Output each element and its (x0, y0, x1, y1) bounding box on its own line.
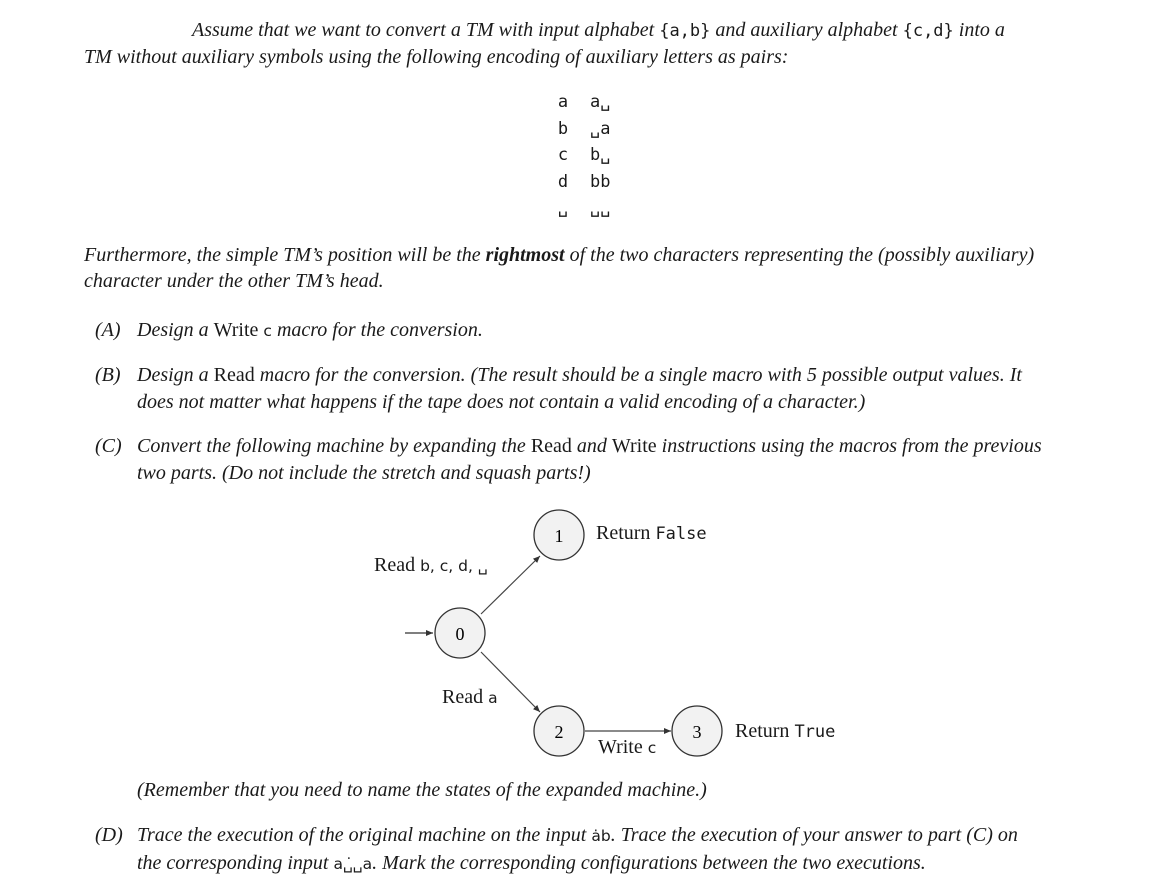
state-3-action (735, 720, 835, 743)
return-word: Return (596, 522, 651, 544)
part-a-text-2: macro for the conversion. (271, 319, 483, 341)
encoding-symbol: a (557, 92, 569, 113)
state-1 (534, 510, 584, 560)
furthermore-line-2: character under the other TM’s head. (84, 270, 384, 292)
transition-0-2-label (442, 686, 498, 709)
aux-alphabet: {c,d} (902, 21, 954, 41)
original-input: ȧb (591, 827, 611, 845)
read-symbol-a: a (488, 689, 498, 707)
intro-text-c: into a (953, 19, 1005, 41)
write-keyword: Write (611, 435, 657, 457)
read-symbols-b-c-d-blank: b, c, d, ␣ (420, 557, 488, 575)
transition-0-1-label (374, 554, 488, 577)
part-d-text-4: . Mark the corresponding configurations between the two executions. (372, 852, 926, 874)
part-b-text-1: Design a (137, 364, 214, 386)
part-b-line-2: does not matter what happens if the tape does not contain a valid encoding of a character.) (137, 391, 866, 413)
part-b-label: (B) (95, 364, 121, 386)
part-d-text-3: the corresponding input (137, 852, 334, 874)
return-true-value: True (794, 722, 836, 742)
read-keyword: Read (530, 435, 572, 457)
part-d (95, 822, 1090, 878)
write-symbol: c (263, 322, 272, 340)
state-0-label: 0 (455, 624, 465, 644)
part-d-text-1: Trace the execution of the original machine on the input (137, 824, 592, 846)
read-keyword: Read (213, 364, 255, 386)
write-keyword: Write (213, 319, 259, 341)
transition-2-3-label (598, 736, 656, 759)
encoding-pair: ␣␣ (590, 198, 611, 219)
encoding-pair: ␣a (590, 118, 611, 139)
part-c-text-2: instructions using the macros from the previous (656, 435, 1042, 457)
transition-0-1 (481, 556, 540, 614)
state-0 (435, 608, 485, 658)
state-2 (534, 706, 584, 756)
furthermore-text-b: of the two characters representing the (possibly auxiliary) (564, 244, 1035, 266)
intro-line-2: TM without auxiliary symbols using the following encoding of auxiliary letters as pairs: (84, 46, 789, 68)
encoding-pair: b␣ (590, 145, 611, 166)
intro-text-a: Assume that we want to convert a TM with input alphabet (192, 19, 660, 41)
part-c-text-1: Convert the following machine by expanding the (137, 435, 531, 457)
encoded-input: a␣̇␣a (333, 855, 373, 873)
read-keyword: Read (374, 554, 416, 576)
state-3-label: 3 (692, 722, 702, 742)
return-false-value: False (655, 524, 707, 544)
part-b-text-2: macro for the conversion. (The result should be a single macro with 5 possible output values. It (254, 364, 1022, 386)
state-1-label: 1 (554, 526, 564, 546)
state-2-label: 2 (554, 722, 564, 742)
encoding-pair: a␣ (590, 92, 611, 113)
return-word: Return (735, 720, 790, 742)
encoding-symbol: ␣ (557, 198, 569, 219)
part-c-and: and (571, 435, 612, 457)
furthermore-text-a: Furthermore, the simple TM’s position will be the (84, 244, 486, 266)
write-symbol-c: c (647, 739, 657, 757)
write-keyword: Write (598, 736, 643, 758)
state-3 (672, 706, 722, 756)
part-a-text-1: Design a (137, 319, 214, 341)
part-a-label: (A) (95, 319, 121, 341)
state-1-action (596, 522, 707, 545)
encoding-pair: bb (590, 171, 611, 192)
read-keyword: Read (442, 686, 484, 708)
encoding-symbol: d (557, 171, 569, 192)
intro-text-b: and auxiliary alphabet (710, 19, 903, 41)
encoding-symbol: c (557, 145, 569, 166)
part-d-label: (D) (95, 824, 123, 846)
part-d-text-2: . Trace the execution of your answer to part (C) on (610, 824, 1018, 846)
remember-note: (Remember that you need to name the states of the expanded machine.) (137, 779, 707, 801)
encoding-symbol: b (557, 118, 569, 139)
input-alphabet: {a,b} (659, 21, 711, 41)
rightmost-emphasis: rightmost (485, 244, 565, 266)
part-c-line-2: two parts. (Do not include the stretch and squash parts!) (137, 462, 591, 484)
part-c-label: (C) (95, 435, 122, 457)
